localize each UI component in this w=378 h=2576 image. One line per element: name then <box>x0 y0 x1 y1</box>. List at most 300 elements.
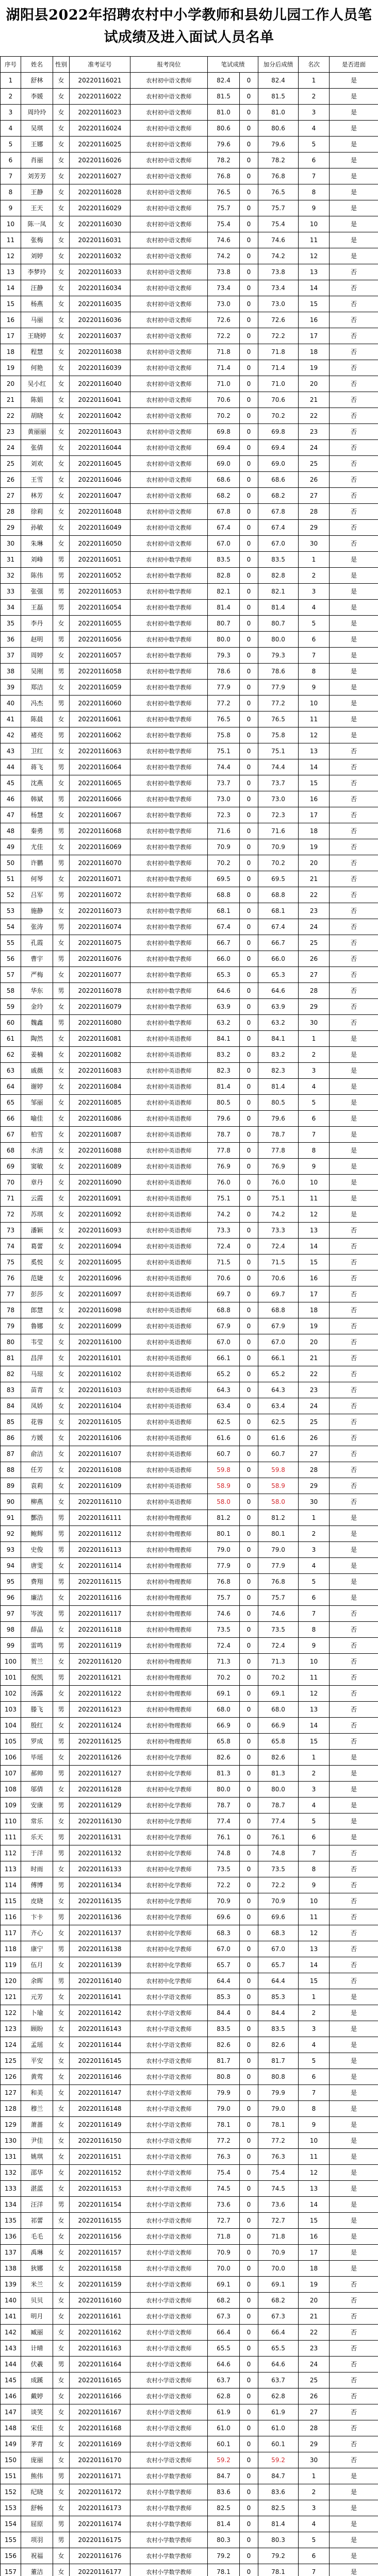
cell-rank: 12 <box>299 1207 330 1223</box>
table-row <box>1 488 378 504</box>
cell-written-score: 60.1 <box>208 2436 240 2452</box>
header-exam-id: 准考证号 <box>70 57 130 73</box>
cell-gender: 男 <box>53 2357 70 2372</box>
cell-interview: 是 <box>330 137 378 152</box>
table-row <box>1 2404 378 2420</box>
cell-written-score: 69.5 <box>208 871 240 887</box>
cell-written-score: 68.1 <box>208 903 240 919</box>
cell-bonus: 0 <box>240 1478 258 1494</box>
cell-final-score: 70.2 <box>258 855 299 871</box>
cell-gender: 男 <box>53 1845 70 1861</box>
cell-interview: 是 <box>330 1574 378 1590</box>
cell-final-score: 77.2 <box>258 2133 299 2149</box>
cell-gender: 女 <box>53 1861 70 1877</box>
cell-index: 150 <box>1 2452 21 2468</box>
cell-name: 元芳 <box>21 1989 53 2005</box>
cell-written-score: 76.0 <box>208 1175 240 1191</box>
cell-index: 95 <box>1 1574 21 1590</box>
cell-bonus: 0 <box>240 1829 258 1845</box>
cell-rank: 5 <box>299 616 330 632</box>
cell-name: 史俊 <box>21 1542 53 1558</box>
cell-bonus: 0 <box>240 1366 258 1382</box>
cell-written-score: 75.1 <box>208 1191 240 1207</box>
cell-rank: 6 <box>299 152 330 168</box>
header-final-score: 加分后成绩 <box>258 57 299 73</box>
cell-final-score: 76.5 <box>258 184 299 200</box>
cell-name: 王天 <box>21 200 53 216</box>
cell-gender: 女 <box>53 184 70 200</box>
cell-interview: 否 <box>330 807 378 823</box>
cell-exam-id: 20220116135 <box>70 1893 130 1909</box>
cell-name: 熊伟 <box>21 2468 53 2484</box>
cell-final-score: 79.6 <box>258 1111 299 1127</box>
cell-bonus: 0 <box>240 73 258 89</box>
cell-index: 124 <box>1 2037 21 2053</box>
cell-index: 45 <box>1 775 21 791</box>
cell-interview: 否 <box>330 1845 378 1861</box>
cell-written-score: 68.2 <box>208 2293 240 2309</box>
cell-gender: 女 <box>53 2452 70 2468</box>
cell-position: 农村初中物理教师 <box>130 1526 208 1542</box>
cell-exam-id: 20220116153 <box>70 2181 130 2197</box>
table-row <box>1 1143 378 1159</box>
cell-name: 刘峰 <box>21 552 53 568</box>
cell-gender: 男 <box>53 983 70 999</box>
cell-final-score: 69.5 <box>258 871 299 887</box>
cell-interview: 否 <box>330 440 378 456</box>
cell-name: 殷红 <box>21 1718 53 1734</box>
cell-exam-id: 20220116091 <box>70 1191 130 1207</box>
cell-written-score: 70.9 <box>208 1893 240 1909</box>
cell-gender: 女 <box>53 807 70 823</box>
cell-bonus: 0 <box>240 1861 258 1877</box>
cell-final-score: 68.1 <box>258 903 299 919</box>
table-row <box>1 2293 378 2309</box>
cell-name: 常乐 <box>21 1814 53 1829</box>
cell-bonus: 0 <box>240 1877 258 1893</box>
cell-index: 127 <box>1 2085 21 2101</box>
cell-written-score: 72.2 <box>208 1877 240 1893</box>
cell-gender: 女 <box>53 376 70 392</box>
cell-exam-id: 20220116034 <box>70 280 130 296</box>
cell-index: 63 <box>1 1063 21 1079</box>
cell-position: 农村初中数学教师 <box>130 775 208 791</box>
cell-exam-id: 20220116062 <box>70 727 130 743</box>
table-row <box>1 807 378 823</box>
cell-exam-id: 20220116043 <box>70 424 130 440</box>
cell-exam-id: 20220116141 <box>70 1989 130 2005</box>
cell-rank: 29 <box>299 520 330 536</box>
cell-exam-id: 20220116083 <box>70 1063 130 1079</box>
cell-position: 农村初中英语教师 <box>130 1318 208 1334</box>
cell-rank: 13 <box>299 2181 330 2197</box>
cell-rank: 16 <box>299 1270 330 1286</box>
cell-gender: 女 <box>53 296 70 312</box>
cell-exam-id: 20220116049 <box>70 520 130 536</box>
cell-written-score: 74.6 <box>208 232 240 248</box>
cell-interview: 是 <box>330 2021 378 2037</box>
cell-rank: 16 <box>299 2229 330 2245</box>
cell-interview: 否 <box>330 408 378 424</box>
cell-interview: 是 <box>330 1829 378 1845</box>
cell-position: 农村初中英语教师 <box>130 1239 208 1255</box>
cell-exam-id: 20220116038 <box>70 344 130 360</box>
cell-rank: 22 <box>299 1366 330 1382</box>
cell-rank: 25 <box>299 1414 330 1430</box>
cell-gender: 女 <box>53 536 70 552</box>
cell-exam-id: 20220116136 <box>70 1909 130 1925</box>
cell-index: 151 <box>1 2468 21 2484</box>
cell-exam-id: 20220116144 <box>70 2037 130 2053</box>
cell-bonus: 0 <box>240 280 258 296</box>
cell-rank: 3 <box>299 1782 330 1798</box>
cell-final-score: 74.5 <box>258 2181 299 2197</box>
cell-interview: 是 <box>330 1143 378 1159</box>
cell-bonus: 0 <box>240 105 258 121</box>
table-row <box>1 648 378 664</box>
table-row <box>1 2229 378 2245</box>
cell-interview: 否 <box>330 1223 378 1239</box>
table-row <box>1 2085 378 2101</box>
cell-rank: 27 <box>299 488 330 504</box>
cell-rank: 22 <box>299 887 330 903</box>
cell-exam-id: 20220116039 <box>70 360 130 376</box>
table-row <box>1 216 378 232</box>
cell-rank: 1 <box>299 1031 330 1047</box>
table-row <box>1 1686 378 1702</box>
cell-exam-id: 20220116088 <box>70 1143 130 1159</box>
cell-final-score: 77.9 <box>258 680 299 696</box>
cell-final-score: 79.3 <box>258 648 299 664</box>
table-row <box>1 1063 378 1079</box>
cell-name: 计晴 <box>21 2341 53 2357</box>
cell-position: 农村小学语文教师 <box>130 2293 208 2309</box>
cell-written-score: 67.9 <box>208 1318 240 1334</box>
cell-written-score: 67.4 <box>208 520 240 536</box>
table-row <box>1 2516 378 2532</box>
cell-written-score: 76.8 <box>208 1574 240 1590</box>
cell-name: 马琼 <box>21 1366 53 1382</box>
table-row <box>1 1877 378 1893</box>
cell-name: 茅青 <box>21 2436 53 2452</box>
cell-index: 139 <box>1 2277 21 2293</box>
cell-interview: 否 <box>330 1638 378 1654</box>
cell-final-score: 67.8 <box>258 504 299 520</box>
cell-interview: 否 <box>330 1446 378 1462</box>
cell-bonus: 0 <box>240 472 258 488</box>
cell-index: 23 <box>1 424 21 440</box>
cell-final-score: 80.0 <box>258 1782 299 1798</box>
cell-final-score: 82.4 <box>258 73 299 89</box>
cell-gender: 男 <box>53 632 70 648</box>
cell-bonus: 0 <box>240 568 258 584</box>
cell-name: 曹宇 <box>21 951 53 967</box>
cell-written-score: 62.8 <box>208 2388 240 2404</box>
cell-bonus: 0 <box>240 2261 258 2277</box>
cell-name: 柏雪 <box>21 1127 53 1143</box>
cell-gender: 男 <box>53 1798 70 1814</box>
cell-gender: 女 <box>53 1111 70 1127</box>
cell-bonus: 0 <box>240 1143 258 1159</box>
cell-bonus: 0 <box>240 200 258 216</box>
cell-name: 章丹 <box>21 1175 53 1191</box>
cell-bonus: 0 <box>240 1558 258 1574</box>
table-row <box>1 727 378 743</box>
cell-name: 杨燕 <box>21 296 53 312</box>
cell-gender: 女 <box>53 1622 70 1638</box>
cell-bonus: 0 <box>240 2037 258 2053</box>
cell-final-score: 77.8 <box>258 1143 299 1159</box>
cell-exam-id: 20220116093 <box>70 1223 130 1239</box>
cell-position: 农村小学语文教师 <box>130 2117 208 2133</box>
cell-bonus: 0 <box>240 1159 258 1175</box>
cell-position: 农村小学数学教师 <box>130 2500 208 2516</box>
cell-name: 昌萍 <box>21 1350 53 1366</box>
cell-exam-id: 20220116155 <box>70 2213 130 2229</box>
cell-exam-id: 20220116029 <box>70 200 130 216</box>
cell-exam-id: 20220116045 <box>70 456 130 472</box>
cell-written-score: 59.8 <box>208 1462 240 1478</box>
cell-bonus: 0 <box>240 1302 258 1318</box>
cell-name: 康宁 <box>21 1941 53 1957</box>
cell-position: 农村初中物理教师 <box>130 1590 208 1606</box>
cell-exam-id: 20220116104 <box>70 1398 130 1414</box>
cell-index: 112 <box>1 1845 21 1861</box>
cell-rank: 9 <box>299 200 330 216</box>
cell-index: 53 <box>1 903 21 919</box>
cell-exam-id: 20220116160 <box>70 2293 130 2309</box>
table-row <box>1 1925 378 1941</box>
cell-bonus: 0 <box>240 408 258 424</box>
cell-final-score: 81.4 <box>258 2516 299 2532</box>
cell-position: 农村初中物理教师 <box>130 1654 208 1670</box>
cell-index: 69 <box>1 1159 21 1175</box>
cell-index: 34 <box>1 600 21 616</box>
cell-bonus: 0 <box>240 1654 258 1670</box>
cell-exam-id: 20220116123 <box>70 1702 130 1718</box>
cell-bonus: 0 <box>240 1909 258 1925</box>
cell-interview: 是 <box>330 1798 378 1814</box>
cell-position: 农村初中化学教师 <box>130 1798 208 1814</box>
cell-bonus: 0 <box>240 1462 258 1478</box>
cell-final-score: 82.6 <box>258 2037 299 2053</box>
cell-written-score: 63.9 <box>208 999 240 1015</box>
cell-gender: 女 <box>53 2341 70 2357</box>
cell-rank: 15 <box>299 2213 330 2229</box>
cell-index: 21 <box>1 392 21 408</box>
cell-index: 107 <box>1 1766 21 1782</box>
cell-interview: 否 <box>330 967 378 983</box>
cell-rank: 30 <box>299 1015 330 1031</box>
cell-exam-id: 20220116131 <box>70 1829 130 1845</box>
cell-bonus: 0 <box>240 1334 258 1350</box>
cell-written-score: 80.0 <box>208 1782 240 1798</box>
cell-final-score: 73.0 <box>258 296 299 312</box>
cell-bonus: 0 <box>240 2500 258 2516</box>
cell-index: 64 <box>1 1079 21 1095</box>
cell-written-score: 82.6 <box>208 1750 240 1766</box>
cell-gender: 女 <box>53 2101 70 2117</box>
cell-exam-id: 20220116162 <box>70 2325 130 2341</box>
table-row <box>1 200 378 216</box>
cell-exam-id: 20220116105 <box>70 1414 130 1430</box>
cell-bonus: 0 <box>240 1925 258 1941</box>
cell-position: 农村小学语文教师 <box>130 2404 208 2420</box>
table-row <box>1 1590 378 1606</box>
cell-exam-id: 20220116112 <box>70 1526 130 1542</box>
cell-index: 108 <box>1 1782 21 1798</box>
cell-bonus: 0 <box>240 1526 258 1542</box>
cell-name: 酆浩 <box>21 1510 53 1526</box>
cell-rank: 11 <box>299 2149 330 2165</box>
cell-index: 57 <box>1 967 21 983</box>
cell-exam-id: 20220116042 <box>70 408 130 424</box>
cell-index: 147 <box>1 2404 21 2420</box>
cell-gender: 女 <box>53 264 70 280</box>
cell-rank: 5 <box>299 137 330 152</box>
cell-rank: 8 <box>299 1143 330 1159</box>
table-row <box>1 1255 378 1270</box>
table-row <box>1 1861 378 1877</box>
table-row <box>1 2069 378 2085</box>
table-row <box>1 1478 378 1494</box>
cell-bonus: 0 <box>240 1398 258 1414</box>
cell-bonus: 0 <box>240 2213 258 2229</box>
header-interview: 是否进面 <box>330 57 378 73</box>
cell-exam-id: 20220116054 <box>70 600 130 616</box>
cell-exam-id: 20220116035 <box>70 296 130 312</box>
cell-interview: 否 <box>330 1398 378 1414</box>
cell-exam-id: 20220116022 <box>70 89 130 105</box>
cell-exam-id: 20220116078 <box>70 983 130 999</box>
cell-rank: 5 <box>299 1814 330 1829</box>
cell-exam-id: 20220116148 <box>70 2101 130 2117</box>
table-row <box>1 2005 378 2021</box>
cell-written-score: 69.8 <box>208 424 240 440</box>
table-row <box>1 632 378 648</box>
cell-final-score: 83.5 <box>258 552 299 568</box>
cell-gender: 女 <box>53 1398 70 1414</box>
cell-interview: 否 <box>330 903 378 919</box>
cell-bonus: 0 <box>240 743 258 759</box>
cell-bonus: 0 <box>240 2021 258 2037</box>
cell-written-score: 75.1 <box>208 743 240 759</box>
cell-bonus: 0 <box>240 1111 258 1127</box>
cell-gender: 女 <box>53 472 70 488</box>
cell-index: 101 <box>1 1670 21 1686</box>
cell-bonus: 0 <box>240 424 258 440</box>
cell-final-score: 83.5 <box>258 2021 299 2037</box>
table-row <box>1 584 378 600</box>
cell-index: 146 <box>1 2388 21 2404</box>
table-row <box>1 2037 378 2053</box>
cell-name: 宋佳 <box>21 2420 53 2436</box>
cell-index: 14 <box>1 280 21 296</box>
cell-rank: 10 <box>299 696 330 711</box>
table-row <box>1 1015 378 1031</box>
cell-final-score: 63.7 <box>258 2372 299 2388</box>
cell-position: 农村小学数学教师 <box>130 2484 208 2500</box>
cell-interview: 否 <box>330 935 378 951</box>
cell-name: 滕飞 <box>21 1702 53 1718</box>
cell-written-score: 68.0 <box>208 1702 240 1718</box>
cell-interview: 是 <box>330 2245 378 2261</box>
cell-final-score: 70.6 <box>258 392 299 408</box>
cell-name: 彭莎 <box>21 1286 53 1302</box>
cell-exam-id: 20220116113 <box>70 1542 130 1558</box>
cell-index: 130 <box>1 2133 21 2149</box>
cell-rank: 12 <box>299 1925 330 1941</box>
cell-bonus: 0 <box>240 2341 258 2357</box>
table-row <box>1 680 378 696</box>
cell-gender: 男 <box>53 791 70 807</box>
cell-position: 农村小学数学教师 <box>130 2532 208 2548</box>
cell-final-score: 66.1 <box>258 1350 299 1366</box>
cell-position: 农村初中化学教师 <box>130 1750 208 1766</box>
table-row <box>1 344 378 360</box>
cell-rank: 10 <box>299 1654 330 1670</box>
cell-bonus: 0 <box>240 1702 258 1718</box>
header-name: 姓名 <box>21 57 53 73</box>
cell-exam-id: 20220116127 <box>70 1766 130 1782</box>
cell-rank: 4 <box>299 1558 330 1574</box>
table-row <box>1 536 378 552</box>
cell-index: 88 <box>1 1462 21 1478</box>
cell-exam-id: 20220116060 <box>70 696 130 711</box>
cell-gender: 女 <box>53 1047 70 1063</box>
cell-written-score: 81.5 <box>208 89 240 105</box>
cell-rank: 21 <box>299 871 330 887</box>
table-row <box>1 408 378 424</box>
table-row <box>1 1047 378 1063</box>
cell-final-score: 80.0 <box>258 632 299 648</box>
cell-exam-id: 20220116159 <box>70 2277 130 2293</box>
cell-name: 于洋 <box>21 1845 53 1861</box>
cell-bonus: 0 <box>240 1031 258 1047</box>
cell-bonus: 0 <box>240 1989 258 2005</box>
table-row <box>1 1766 378 1782</box>
cell-bonus: 0 <box>240 296 258 312</box>
cell-rank: 5 <box>299 1574 330 1590</box>
cell-rank: 30 <box>299 2452 330 2468</box>
cell-exam-id: 20220116082 <box>70 1047 130 1063</box>
cell-final-score: 76.9 <box>258 1159 299 1175</box>
cell-index: 91 <box>1 1510 21 1526</box>
cell-written-score: 83.6 <box>208 2484 240 2500</box>
cell-written-score: 76.9 <box>208 1159 240 1175</box>
cell-position: 农村小学语文教师 <box>130 2436 208 2452</box>
cell-rank: 2 <box>299 89 330 105</box>
cell-written-score: 68.3 <box>208 1925 240 1941</box>
cell-index: 75 <box>1 1255 21 1270</box>
cell-name: 陈伟 <box>21 568 53 584</box>
table-row <box>1 1670 378 1686</box>
table-row <box>1 248 378 264</box>
table-row <box>1 1302 378 1318</box>
table-row <box>1 1941 378 1957</box>
cell-bonus: 0 <box>240 871 258 887</box>
cell-position: 农村初中数学教师 <box>130 951 208 967</box>
table-row <box>1 1558 378 1574</box>
cell-position: 农村初中语文教师 <box>130 232 208 248</box>
cell-rank: 9 <box>299 1877 330 1893</box>
cell-rank: 21 <box>299 1350 330 1366</box>
cell-written-score: 81.3 <box>208 1766 240 1782</box>
cell-final-score: 81.2 <box>258 1510 299 1526</box>
cell-name: 尹佳 <box>21 2133 53 2149</box>
cell-rank: 18 <box>299 344 330 360</box>
cell-exam-id: 20220116033 <box>70 264 130 280</box>
